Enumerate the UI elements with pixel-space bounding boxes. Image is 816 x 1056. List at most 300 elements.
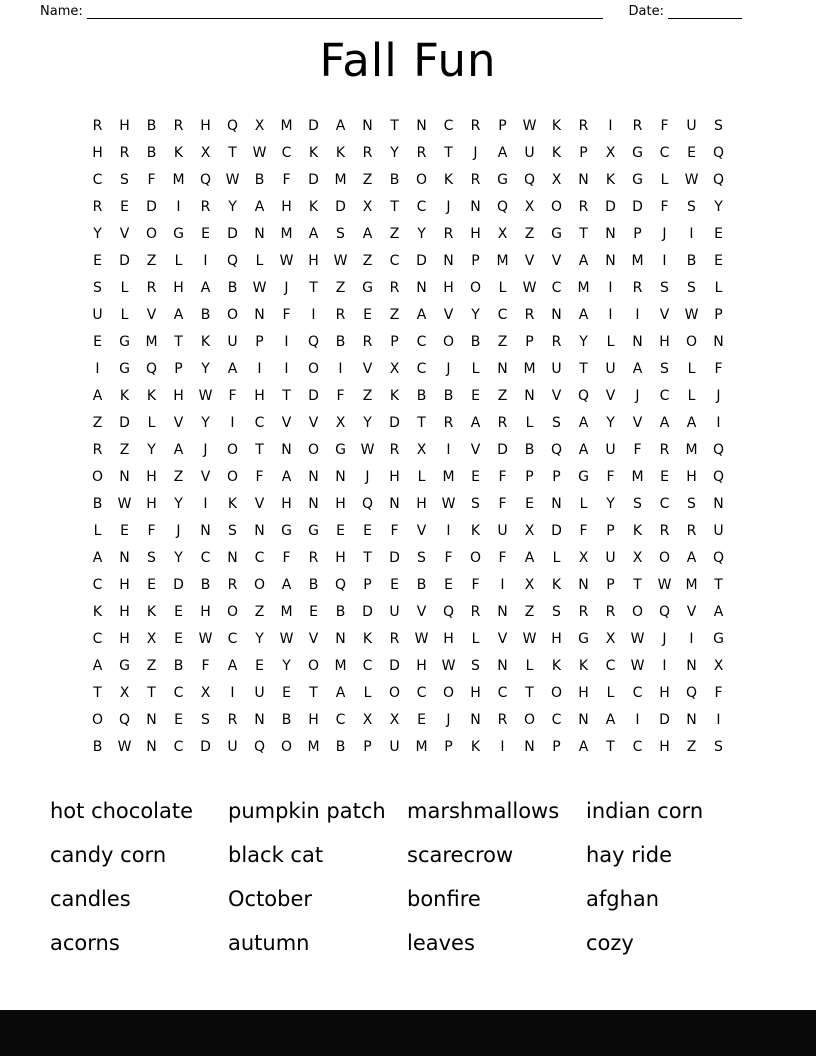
grid-letter: R	[92, 118, 103, 134]
grid-letter: S	[714, 739, 723, 755]
grid-letter: P	[363, 739, 372, 755]
grid-letter: U	[92, 307, 103, 323]
grid-letter: M	[631, 253, 644, 269]
grid-letter: G	[551, 226, 562, 242]
grid-letter: S	[552, 604, 561, 620]
grid-letter: I	[203, 496, 208, 512]
grid-letter: O	[469, 550, 482, 566]
grid-letter: X	[362, 199, 373, 215]
grid-letter: Q	[199, 172, 212, 188]
grid-letter: N	[146, 739, 157, 755]
grid-letter: G	[362, 280, 373, 296]
grid-letter: H	[551, 631, 562, 647]
grid-letter: G	[497, 172, 508, 188]
grid-letter: O	[685, 334, 698, 350]
grid-letter: I	[176, 199, 181, 215]
grid-letter: A	[632, 361, 643, 377]
grid-letter: N	[119, 550, 130, 566]
name-label: Name:	[40, 4, 83, 19]
grid-letter: B	[227, 280, 238, 296]
grid-letter: R	[578, 604, 589, 620]
grid-letter: N	[119, 469, 130, 485]
grid-letter: M	[523, 361, 536, 377]
grid-letter: I	[608, 280, 613, 296]
grid-letter: M	[280, 604, 293, 620]
grid-letter: E	[363, 523, 372, 539]
grid-letter: N	[578, 172, 589, 188]
grid-letter: E	[201, 226, 210, 242]
grid-letter: I	[716, 712, 721, 728]
grid-letter: Q	[496, 199, 509, 215]
grid-letter: K	[227, 496, 238, 512]
grid-letter: N	[551, 307, 562, 323]
grid-row	[84, 518, 732, 545]
grid-letter: Z	[497, 388, 508, 404]
grid-letter: E	[174, 604, 183, 620]
grid-letter: O	[631, 604, 644, 620]
grid-letter: O	[442, 685, 455, 701]
grid-letter: N	[497, 658, 508, 674]
grid-letter: E	[93, 334, 102, 350]
grid-letter: K	[551, 145, 562, 161]
grid-letter: D	[389, 415, 400, 431]
grid-letter: I	[689, 226, 694, 242]
grid-letter: N	[281, 442, 292, 458]
grid-letter: D	[146, 199, 157, 215]
grid-letter: C	[659, 145, 670, 161]
grid-letter: W	[279, 253, 294, 269]
grid-letter: H	[281, 496, 292, 512]
word-item: bonfire	[407, 887, 481, 911]
grid-letter: J	[446, 199, 451, 215]
grid-letter: N	[416, 118, 427, 134]
grid-letter: K	[605, 172, 616, 188]
grid-letter: H	[335, 496, 346, 512]
grid-letter: D	[308, 118, 319, 134]
grid-letter: O	[145, 226, 158, 242]
grid-letter: H	[146, 469, 157, 485]
grid-letter: D	[308, 172, 319, 188]
grid-letter: S	[93, 280, 102, 296]
grid-row	[84, 221, 732, 248]
grid-letter: H	[416, 658, 427, 674]
grid-letter: A	[497, 145, 508, 161]
grid-letter: X	[524, 577, 535, 593]
grid-letter: Q	[712, 469, 725, 485]
grid-letter: V	[254, 496, 265, 512]
grid-letter: J	[365, 469, 370, 485]
grid-letter: V	[416, 604, 427, 620]
grid-letter: L	[606, 685, 615, 701]
grid-letter: A	[254, 199, 265, 215]
grid-letter: W	[441, 496, 456, 512]
grid-letter: N	[254, 523, 265, 539]
grid-letter: P	[606, 523, 615, 539]
grid-letter: O	[415, 172, 428, 188]
grid-letter: N	[578, 577, 589, 593]
grid-letter: U	[524, 145, 535, 161]
grid-letter: R	[659, 442, 670, 458]
grid-letter: Z	[497, 334, 508, 350]
grid-letter: I	[662, 253, 667, 269]
grid-letter: H	[308, 712, 319, 728]
grid-letter: A	[173, 307, 184, 323]
grid-letter: E	[390, 577, 399, 593]
grid-letter: Y	[417, 226, 426, 242]
grid-letter: O	[658, 550, 671, 566]
grid-letter: X	[632, 550, 643, 566]
grid-letter: J	[473, 145, 478, 161]
grid-letter: L	[147, 415, 156, 431]
word-item: indian corn	[586, 799, 704, 823]
grid-letter: Z	[389, 307, 400, 323]
grid-letter: I	[500, 739, 505, 755]
word-item: pumpkin patch	[228, 799, 386, 823]
grid-letter: J	[446, 361, 451, 377]
grid-letter: D	[389, 658, 400, 674]
grid-letter: O	[226, 307, 239, 323]
grid-letter: E	[309, 604, 318, 620]
grid-letter: D	[416, 253, 427, 269]
grid-letter: N	[416, 280, 427, 296]
grid-row	[84, 437, 732, 464]
grid-letter: H	[119, 631, 130, 647]
grid-letter: W	[414, 631, 429, 647]
grid-letter: P	[255, 334, 264, 350]
grid-letter: C	[443, 118, 454, 134]
grid-letter: Z	[524, 604, 535, 620]
grid-letter: R	[308, 550, 319, 566]
grid-letter: D	[119, 253, 130, 269]
grid-letter: T	[444, 145, 453, 161]
grid-letter: X	[119, 685, 130, 701]
grid-letter: R	[443, 415, 454, 431]
grid-letter: K	[308, 145, 319, 161]
grid-letter: K	[551, 577, 562, 593]
grid-letter: D	[335, 199, 346, 215]
grid-letter: S	[687, 496, 696, 512]
grid-letter: I	[338, 361, 343, 377]
grid-letter: R	[659, 523, 670, 539]
grid-letter: C	[362, 658, 373, 674]
grid-letter: L	[255, 253, 264, 269]
grid-letter: N	[713, 496, 724, 512]
grid-letter: R	[578, 199, 589, 215]
grid-letter: U	[227, 334, 238, 350]
grid-letter: G	[281, 523, 292, 539]
grid-letter: K	[92, 604, 103, 620]
grid-letter: C	[659, 388, 670, 404]
grid-letter: N	[605, 226, 616, 242]
grid-letter: H	[470, 685, 481, 701]
grid-letter: K	[632, 523, 643, 539]
grid-letter: U	[605, 442, 616, 458]
grid-letter: P	[552, 739, 561, 755]
grid-letter: V	[551, 388, 562, 404]
grid-letter: D	[173, 577, 184, 593]
grid-letter: U	[605, 361, 616, 377]
grid-letter: K	[146, 388, 157, 404]
grid-letter: T	[525, 685, 534, 701]
grid-letter: S	[336, 226, 345, 242]
grid-letter: P	[390, 334, 399, 350]
grid-letter: R	[173, 118, 184, 134]
grid-letter: D	[389, 550, 400, 566]
grid-letter: H	[335, 550, 346, 566]
grid-letter: N	[551, 496, 562, 512]
grid-letter: R	[389, 442, 400, 458]
grid-letter: E	[525, 496, 534, 512]
grid-letter: W	[360, 442, 375, 458]
grid-letter: Z	[389, 226, 400, 242]
grid-letter: I	[689, 631, 694, 647]
grid-row	[84, 194, 732, 221]
grid-letter: H	[308, 253, 319, 269]
grid-letter: R	[389, 631, 400, 647]
grid-letter: R	[470, 604, 481, 620]
grid-letter: I	[311, 307, 316, 323]
grid-letter: N	[254, 226, 265, 242]
grid-letter: Y	[471, 307, 480, 323]
grid-letter: H	[443, 631, 454, 647]
grid-letter: P	[498, 118, 507, 134]
grid-letter: H	[443, 280, 454, 296]
grid-letter: G	[119, 361, 130, 377]
grid-letter: H	[119, 604, 130, 620]
grid-letter: H	[659, 334, 670, 350]
grid-letter: C	[551, 280, 562, 296]
grid-letter: F	[579, 523, 588, 539]
grid-letter: F	[633, 442, 642, 458]
grid-letter: Z	[335, 280, 346, 296]
grid-letter: F	[606, 469, 615, 485]
grid-letter: Z	[146, 253, 157, 269]
grid-letter: Q	[442, 604, 455, 620]
grid-letter: Y	[93, 226, 102, 242]
grid-letter: V	[362, 361, 373, 377]
grid-letter: D	[308, 388, 319, 404]
grid-letter: R	[605, 604, 616, 620]
grid-letter: T	[390, 118, 399, 134]
grid-letter: V	[443, 307, 454, 323]
grid-letter: Q	[712, 550, 725, 566]
grid-letter: Z	[173, 469, 184, 485]
grid-letter: X	[200, 145, 211, 161]
grid-letter: V	[497, 631, 508, 647]
grid-letter: M	[334, 172, 347, 188]
grid-letter: I	[446, 523, 451, 539]
grid-letter: N	[389, 496, 400, 512]
grid-letter: S	[633, 496, 642, 512]
name-line	[87, 4, 603, 19]
grid-letter: A	[686, 550, 697, 566]
grid-letter: L	[363, 685, 372, 701]
grid-letter: F	[390, 523, 399, 539]
grid-letter: Q	[226, 253, 239, 269]
grid-letter: B	[281, 712, 292, 728]
grid-letter: C	[92, 172, 103, 188]
grid-letter: G	[335, 442, 346, 458]
grid-letter: G	[578, 631, 589, 647]
word-item: candles	[50, 887, 131, 911]
grid-letter: R	[92, 442, 103, 458]
grid-letter: X	[389, 361, 400, 377]
grid-letter: C	[227, 631, 238, 647]
grid-letter: O	[91, 712, 104, 728]
grid-letter: C	[659, 496, 670, 512]
grid-letter: E	[120, 523, 129, 539]
word-list	[0, 789, 816, 965]
grid-letter: K	[335, 145, 346, 161]
grid-letter: X	[200, 685, 211, 701]
grid-letter: T	[390, 199, 399, 215]
grid-letter: S	[552, 415, 561, 431]
grid-letter: V	[416, 523, 427, 539]
grid-letter: M	[685, 442, 698, 458]
grid-letter: U	[254, 685, 265, 701]
grid-letter: O	[280, 739, 293, 755]
grid-letter: B	[389, 172, 400, 188]
grid-letter: B	[470, 334, 481, 350]
grid-letter: W	[630, 631, 645, 647]
grid-letter: J	[284, 280, 289, 296]
grid-letter: A	[578, 415, 589, 431]
grid-letter: A	[578, 739, 589, 755]
grid-letter: L	[120, 307, 129, 323]
grid-letter: L	[552, 550, 561, 566]
grid-row	[84, 599, 732, 626]
grid-letter: A	[173, 442, 184, 458]
grid-letter: D	[497, 442, 508, 458]
grid-letter: H	[254, 388, 265, 404]
word-item: leaves	[407, 931, 475, 955]
grid-letter: V	[119, 226, 130, 242]
grid-letter: R	[227, 712, 238, 728]
grid-letter: Y	[363, 415, 372, 431]
grid-letter: T	[309, 685, 318, 701]
grid-letter: E	[120, 199, 129, 215]
grid-letter: R	[470, 172, 481, 188]
grid-letter: M	[172, 172, 185, 188]
grid-row	[84, 248, 732, 275]
grid-letter: O	[253, 577, 266, 593]
grid-letter: Y	[255, 631, 264, 647]
grid-letter: L	[93, 523, 102, 539]
grid-letter: M	[280, 226, 293, 242]
word-item: marshmallows	[407, 799, 560, 823]
grid-letter: U	[551, 361, 562, 377]
grid-letter: C	[254, 415, 265, 431]
grid-letter: A	[92, 388, 103, 404]
grid-letter: O	[226, 442, 239, 458]
grid-letter: P	[525, 334, 534, 350]
grid-letter: Z	[362, 388, 373, 404]
grid-letter: D	[632, 199, 643, 215]
grid-letter: A	[713, 604, 724, 620]
grid-letter: T	[282, 388, 291, 404]
grid-letter: Y	[147, 442, 156, 458]
grid-letter: B	[416, 577, 427, 593]
grid-letter: I	[608, 118, 613, 134]
grid-letter: B	[416, 388, 427, 404]
grid-letter: B	[335, 739, 346, 755]
grid-letter: N	[146, 712, 157, 728]
grid-letter: R	[578, 118, 589, 134]
grid-letter: X	[578, 550, 589, 566]
page-title: Fall Fun	[319, 34, 497, 87]
grid-letter: X	[497, 226, 508, 242]
grid-letter: R	[119, 145, 130, 161]
grid-letter: Y	[579, 334, 588, 350]
grid-letter: R	[551, 334, 562, 350]
grid-letter: O	[307, 361, 320, 377]
grid-letter: Q	[145, 361, 158, 377]
grid-letter: L	[525, 658, 534, 674]
grid-letter: X	[254, 118, 265, 134]
grid-letter: J	[662, 226, 667, 242]
grid-letter: C	[632, 685, 643, 701]
grid-letter: P	[579, 145, 588, 161]
grid-letter: F	[228, 388, 237, 404]
grid-letter: F	[147, 523, 156, 539]
grid-letter: N	[686, 712, 697, 728]
grid-letter: C	[551, 712, 562, 728]
grid-letter: T	[714, 577, 723, 593]
grid-letter: H	[281, 199, 292, 215]
grid-letter: A	[362, 226, 373, 242]
grid-letter: H	[659, 739, 670, 755]
grid-letter: T	[93, 685, 102, 701]
grid-letter: D	[605, 199, 616, 215]
grid-letter: C	[254, 550, 265, 566]
grid-letter: C	[632, 739, 643, 755]
grid-letter: D	[227, 226, 238, 242]
grid-letter: V	[524, 253, 535, 269]
grid-letter: X	[551, 172, 562, 188]
grid-letter: B	[686, 253, 697, 269]
grid-letter: P	[714, 307, 723, 323]
grid-letter: N	[200, 523, 211, 539]
grid-letter: U	[497, 523, 508, 539]
grid-letter: L	[417, 469, 426, 485]
grid-letter: E	[714, 253, 723, 269]
grid-letter: H	[200, 604, 211, 620]
grid-letter: W	[117, 739, 132, 755]
grid-letter: T	[633, 577, 642, 593]
grid-letter: P	[444, 739, 453, 755]
grid-letter: Q	[253, 739, 266, 755]
grid-letter: L	[606, 334, 615, 350]
grid-letter: N	[227, 550, 238, 566]
grid-row	[84, 410, 732, 437]
word-item: candy corn	[50, 843, 167, 867]
grid-letter: U	[686, 118, 697, 134]
grid-letter: V	[605, 388, 616, 404]
grid-letter: C	[92, 577, 103, 593]
grid-row	[84, 383, 732, 410]
grid-letter: J	[716, 388, 721, 404]
grid-letter: N	[497, 604, 508, 620]
grid-letter: B	[146, 145, 157, 161]
grid-letter: V	[470, 442, 481, 458]
grid-letter: H	[389, 469, 400, 485]
grid-letter: D	[200, 739, 211, 755]
grid-letter: W	[657, 577, 672, 593]
grid-letter: V	[632, 415, 643, 431]
grid-letter: Y	[174, 550, 183, 566]
grid-letter: H	[173, 388, 184, 404]
grid-letter: A	[92, 550, 103, 566]
